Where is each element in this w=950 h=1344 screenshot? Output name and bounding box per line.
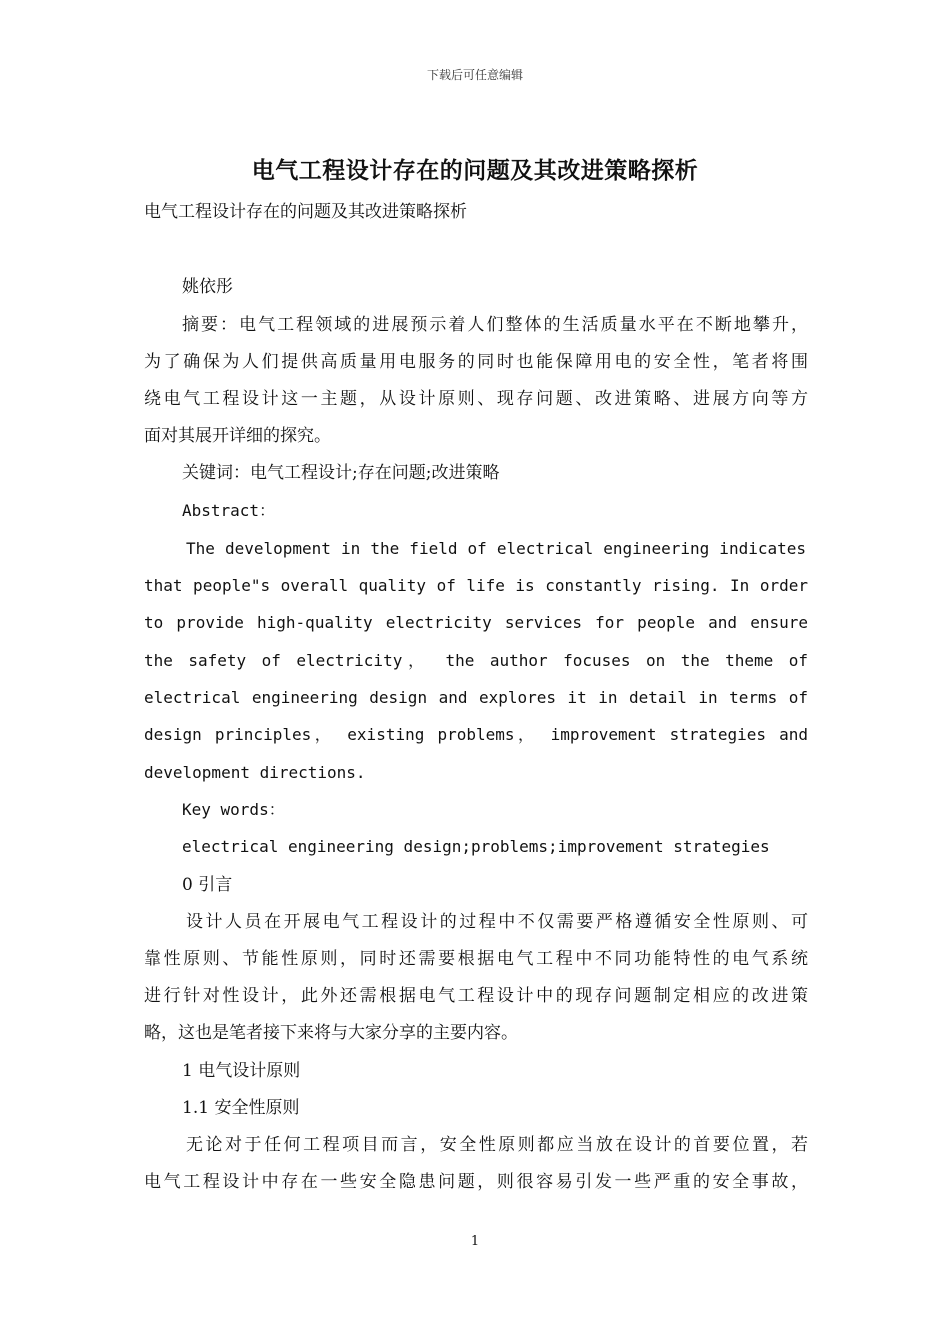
abstract-en-line: The development in the field of electrical engineering indicates [186,539,806,558]
body-line: 电气工程设计中存在一些安全隐患问题，则很容易引发一些严重的安全事故， [144,1172,808,1192]
keywords-cn: 关键词：电气工程设计;存在问题;改进策略 [182,463,500,483]
page-number: 1 [470,1234,480,1249]
keywords-en: electrical engineering design;problems;improvement strategies [182,837,770,856]
body-line: 靠性原则、节能性原则，同时还需要根据电气工程中不同功能特性的电气系统 [144,949,808,969]
abstract-en-line: development directions. [144,763,366,782]
abstract-en-line: to provide high-quality electricity services for people and ensure [144,613,808,632]
abstract-cn-line: 摘要：电气工程领域的进展预示着人们整体的生活质量水平在不断地攀升， [182,315,808,335]
body-line: 无论对于任何工程项目而言，安全性原则都应当放在设计的首要位置，若 [186,1135,808,1155]
section-heading: 1 电气设计原则 [182,1061,301,1081]
abstract-en-line: electrical engineering design and explores it in detail in terms of [144,688,808,707]
subsection-heading: 1.1 安全性原则 [182,1098,300,1118]
body-line: 略，这也是笔者接下来将与大家分享的主要内容。 [144,1023,518,1043]
keywords-label: Key words： [182,800,285,819]
abstract-cn-line: 为了确保为人们提供高质量用电服务的同时也能保障用电的安全性，笔者将围 [144,352,808,372]
body-line: 进行针对性设计，此外还需根据电气工程设计中的现存问题制定相应的改进策 [144,986,808,1006]
abstract-cn-line: 面对其展开详细的探究。 [144,426,331,446]
abstract-en-line: design principles， existing problems， improvement strategies and [144,725,808,744]
author: 姚依彤 [182,277,233,297]
document-title: 电气工程设计存在的问题及其改进策略探析 [251,157,699,184]
subtitle: 电气工程设计存在的问题及其改进策略探析 [144,202,467,222]
section-heading: 0 引言 [182,875,233,895]
abstract-en-line: that people"s overall quality of life is constantly rising. In order [144,576,808,595]
abstract-en-line: the safety of electricity， the author focuses on the theme of [144,651,808,670]
body-line: 设计人员在开展电气工程设计的过程中不仅需要严格遵循安全性原则、可 [186,912,808,932]
abstract-label: Abstract： [182,501,276,520]
abstract-cn-line: 绕电气工程设计这一主题，从设计原则、现存问题、改进策略、进展方向等方 [144,389,808,409]
header-note: 下载后可任意编辑 [426,68,523,82]
